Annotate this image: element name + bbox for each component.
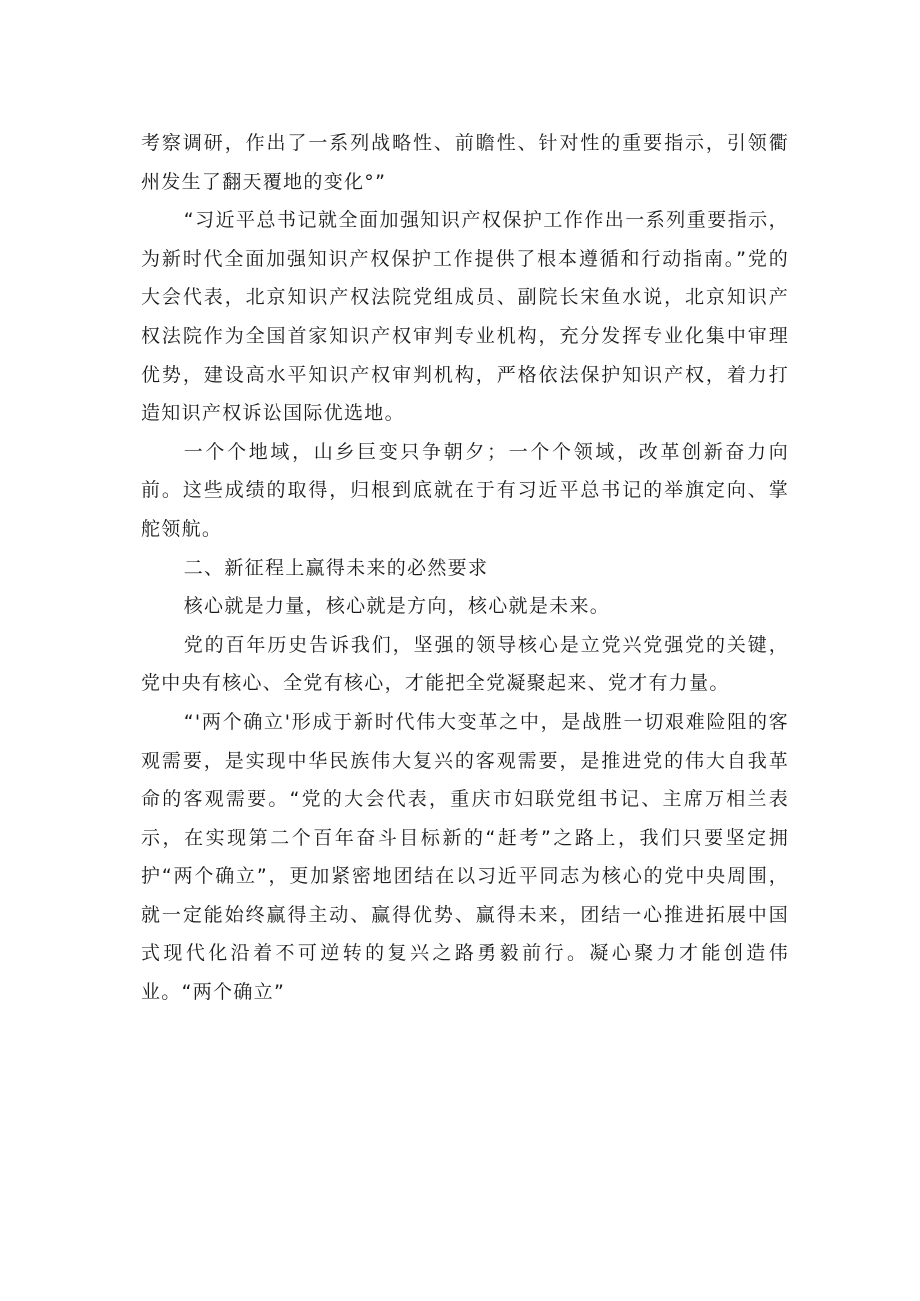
- paragraph-continuation: 考察调研，作出了一系列战略性、前瞻性、针对性的重要指示，引领衢州发生了翻天覆地的变化°”: [141, 132, 789, 193]
- paragraph-two-establishments: “'两个确立'形成于新时代伟大变革之中，是战胜一切艰难险阻的客观需要，是实现中华民族伟大复兴的客观需要，是推进党的伟大自我革命的客观需要。“党的大会代表，重庆市妇联党组书记、主席万相兰表示，在实现第二个百年奋斗目标新的“赶考”之路上，我们只要坚定拥护“两个确立”，更加紧密地团结在以习近平同志为核心的党中央周围，就一定能始终赢得主动、赢得优势、赢得未来，团结一心推进拓展中国式现代化沿着不可逆转的复兴之路勇毅前行。凝心聚力才能创造伟业。“两个确立”: [141, 710, 789, 1004]
- paragraph-party-history: 党的百年历史告诉我们，坚强的领导核心是立党兴党强党的关键，党中央有核心、全党有核心，才能把全党凝聚起来、党才有力量。: [141, 633, 789, 695]
- document-body: [141, 124, 789, 1012]
- paragraph-ip-protection: “习近平总书记就全面加强知识产权保护工作作出一系列重要指示，为新时代全面加强知识产权保护工作提供了根本遵循和行动指南。”党的大会代表，北京知识产权法院党组成员、副院长宋鱼水说，北京知识产权法院作为全国首家知识产权审判专业机构，充分发挥专业化集中审理优势，建设高水平知识产权审判机构，严格依法保护知识产权，着力打造知识产权诉讼国际优选地。: [141, 209, 789, 425]
- paragraph-core: 核心就是力量，核心就是方向，核心就是未来。: [183, 595, 611, 618]
- section-heading: 二、新征程上赢得未来的必然要求: [183, 556, 489, 579]
- paragraph-achievements: 一个个地域，山乡巨变只争朝夕；一个个领域，改革创新奋力向前。这些成绩的取得，归根到底就在于有习近平总书记的举旗定向、掌舵领航。: [141, 440, 789, 540]
